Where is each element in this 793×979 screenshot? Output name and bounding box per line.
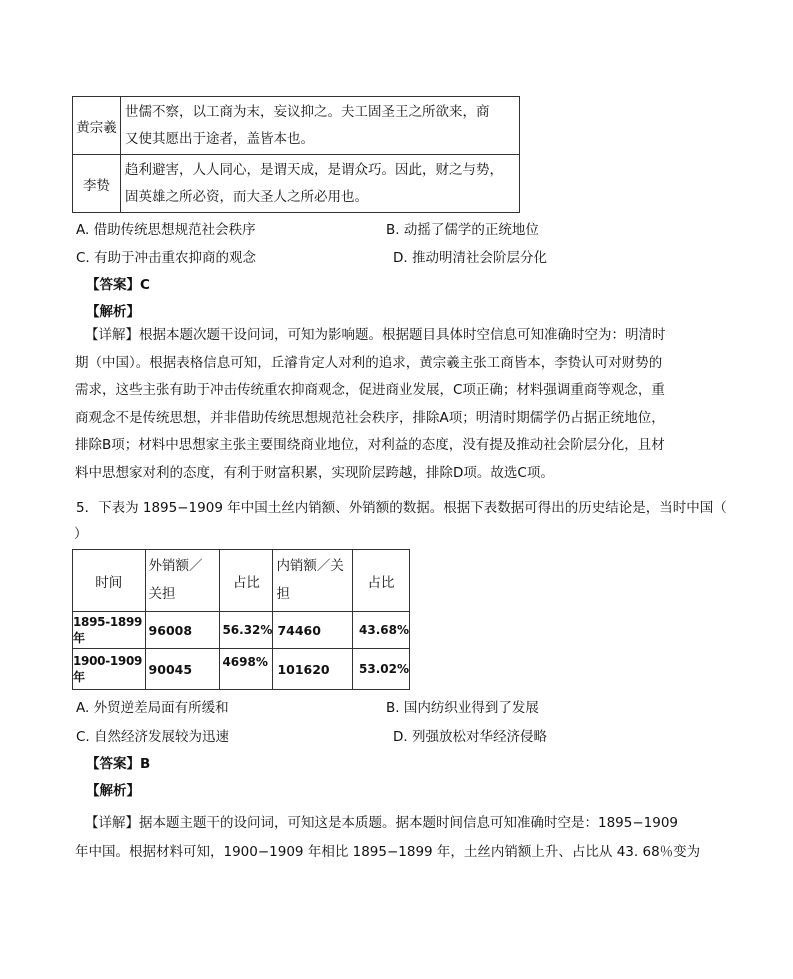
thinker-name-cell	[73, 155, 121, 213]
q5-data-table	[72, 549, 410, 690]
q5-option-a[interactable]: A. 外贸逆差局面有所缓和	[76, 700, 229, 716]
header-domestic-share: 占比	[353, 550, 410, 612]
quote-line: 又使其愿出于途者，盖皆本也。	[125, 131, 314, 147]
thinker-name-cell	[73, 97, 121, 155]
quote-line: 世儒不察，以工商为末，妄议抑之。夫工固圣王之所欲来，商	[125, 104, 490, 120]
table-row	[73, 612, 410, 649]
table-row	[73, 155, 520, 213]
q5-option-c[interactable]: C. 自然经济发展较为迅速	[76, 729, 230, 745]
detail-line: 排除B项；材料中思想家主张主要围绕商业地位，对利益的态度，没有提及推动社会阶层分化，且材	[75, 437, 665, 453]
header-domestic: 内销额／关 担	[273, 550, 353, 612]
quote-line: 趋利避害，人人同心，是谓天成，是谓众巧。因此，财之与势，	[125, 162, 503, 178]
header-period: 时间	[73, 550, 146, 612]
q5-option-d[interactable]: D. 列强放松对华经济侵略	[393, 729, 547, 745]
header-export-share: 占比	[220, 550, 273, 612]
header-export: 外销额／ 关担	[145, 550, 220, 612]
cell-domestic: 101620	[273, 649, 353, 690]
cell-export-share: 56.32%	[220, 612, 273, 649]
detail-line: 期（中国）。根据表格信息可知，丘濬肯定人对利的追求，黄宗羲主张工商皆本，李贽认可对财势的	[75, 354, 663, 371]
quote-cell	[121, 97, 520, 155]
quote-line: 固英雄之所必资，而大圣人之所必用也。	[125, 189, 368, 205]
table-header-row	[73, 550, 410, 612]
cell-export-share: 4698%	[220, 649, 273, 690]
cell-domestic: 74460	[273, 612, 353, 649]
thinker-name: 李贽	[83, 177, 110, 194]
cell-export: 90045	[145, 649, 220, 690]
q4-option-d[interactable]: D. 推动明清社会阶层分化	[393, 250, 547, 266]
q4-analysis-label: 【解析】	[86, 304, 140, 320]
detail-line: 年中国。根据材料可知，1900−1909 年相比 1895−1899 年，土丝内销额上升、占比从 43. 68％变为	[75, 844, 701, 860]
detail-line: 需求，这些主张有助于冲击传统重农抑商观念，促进商业发展，C项正确；材料强调重商等观念，重	[75, 382, 665, 398]
q5-stem-line-1: 5．下表为 1895−1909 年中国土丝内销额、外销额的数据。根据下表数据可得出的历史结论是，当时中国（	[76, 500, 727, 516]
cell-period: 1900-1909 年	[73, 649, 146, 690]
detail-line: 【详解】据本题主题干的设问词，可知这是本质题。据本题时间信息可知准确时空是：1895−1909	[85, 815, 679, 831]
detail-line: 【详解】根据本题次题干设问词，可知为影响题。根据题目具体时空信息可知准确时空为：明清时	[85, 327, 666, 343]
q5-analysis-label: 【解析】	[86, 783, 140, 799]
table-row	[73, 97, 520, 155]
thinker-name: 黄宗羲	[76, 119, 117, 136]
q5-option-b[interactable]: B. 国内纺织业得到了发展	[386, 700, 539, 716]
q4-quote-table	[72, 96, 520, 213]
q4-option-a[interactable]: A. 借助传统思想规范社会秩序	[76, 222, 256, 238]
detail-line: 商观念不是传统思想，并非借助传统思想规范社会秩序，排除A项；明清时期儒学仍占据正统地位，	[75, 409, 665, 426]
q5-detail	[75, 809, 725, 867]
q5-answer: 【答案】B	[86, 756, 151, 772]
q5-stem-line-2: ）	[74, 526, 88, 542]
cell-export: 96008	[145, 612, 220, 649]
q4-option-b[interactable]: B. 动摇了儒学的正统地位	[386, 222, 539, 238]
cell-period: 1895-1899 年	[73, 612, 146, 649]
detail-line: 料中思想家对利的态度，有利于财富积累，实现阶层跨越，排除D项。故选C项。	[75, 464, 554, 481]
quote-cell	[121, 155, 520, 213]
q4-answer: 【答案】C	[86, 277, 150, 293]
q4-detail	[75, 322, 725, 487]
cell-domestic-share: 43.68%	[353, 612, 410, 649]
cell-domestic-share: 53.02%	[353, 649, 410, 690]
table-row	[73, 649, 410, 690]
q4-option-c[interactable]: C. 有助于冲击重农抑商的观念	[76, 250, 257, 266]
